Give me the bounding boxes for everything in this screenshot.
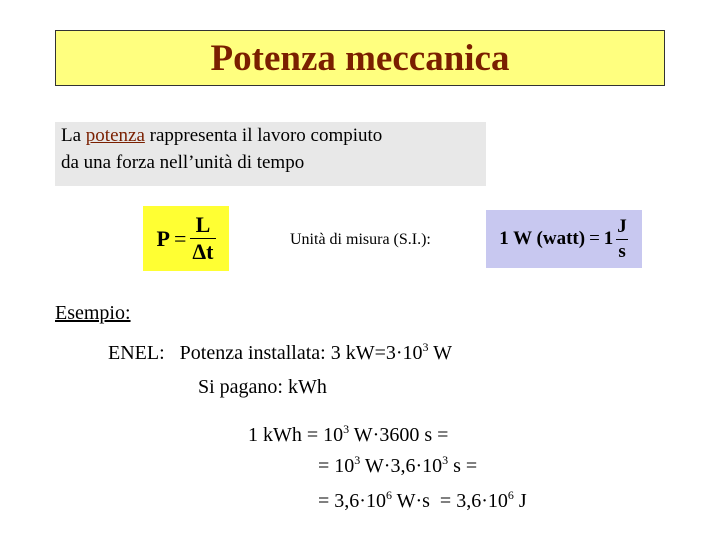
enel-prefix: ENEL: <box>108 342 165 364</box>
calc-line-3 <box>318 490 527 513</box>
calc-line-1-b: W·3600 s = <box>349 424 449 446</box>
unit-equals: = <box>589 228 600 249</box>
formula-fraction <box>190 212 215 265</box>
enel-installed-text: Potenza installata: 3 kW=3·10 <box>179 342 423 364</box>
unit-fraction <box>615 215 629 264</box>
calc-line-1-a: 1 kWh = 10 <box>248 424 344 446</box>
enel-installed-exponent: 3 <box>422 340 429 354</box>
calc-line-3-a: = 3,6·10 <box>318 490 386 512</box>
unit-lhs: 1 W (watt) <box>499 228 586 249</box>
calc-line-2-exponent-2: 3 <box>442 453 449 467</box>
calc-line-3-b: W·s = 3,6·10 <box>391 490 508 512</box>
unit-label: Unità di misura (S.I.): <box>290 231 431 248</box>
unit-numerator: J <box>617 215 627 237</box>
enel-installed-unit: W <box>428 342 453 364</box>
unit-definition <box>486 210 642 268</box>
formula-numerator: L <box>195 212 211 237</box>
power-formula <box>143 206 229 271</box>
example-label: Esempio: <box>55 302 131 324</box>
unit-coefficient: 1 <box>603 228 614 249</box>
title-box <box>55 30 665 86</box>
formula-lhs: P <box>156 225 170 251</box>
formula-denominator: Δt <box>192 239 214 264</box>
unit-denominator: s <box>618 240 626 262</box>
calc-line-3-exponent-2: 6 <box>507 488 514 502</box>
calc-line-2-a: = 10 <box>318 455 355 477</box>
calc-line-2-exponent-1: 3 <box>354 453 361 467</box>
definition-box <box>55 122 486 186</box>
calc-line-1 <box>248 424 448 447</box>
definition-line-1 <box>61 122 480 149</box>
definition-line-2: da una forza nell’unità di tempo <box>61 152 305 173</box>
definition-keyword: potenza <box>85 125 145 146</box>
calc-line-2-c: s = <box>448 455 478 477</box>
formula-equals: = <box>173 225 187 251</box>
definition-text-before: La <box>61 125 86 146</box>
calc-line-3-c: J <box>513 490 527 512</box>
definition-text-after: rappresenta il lavoro compiuto <box>144 125 383 146</box>
calc-line-3-exponent-1: 6 <box>385 488 392 502</box>
calc-line-1-exponent: 3 <box>343 422 350 436</box>
enel-installed-line <box>108 342 452 365</box>
calc-line-2-b: W·3,6·10 <box>360 455 443 477</box>
calc-line-2 <box>318 455 477 478</box>
enel-pay-line: Si pagano: kWh <box>198 376 327 398</box>
page-title: Potenza meccanica <box>210 37 510 79</box>
